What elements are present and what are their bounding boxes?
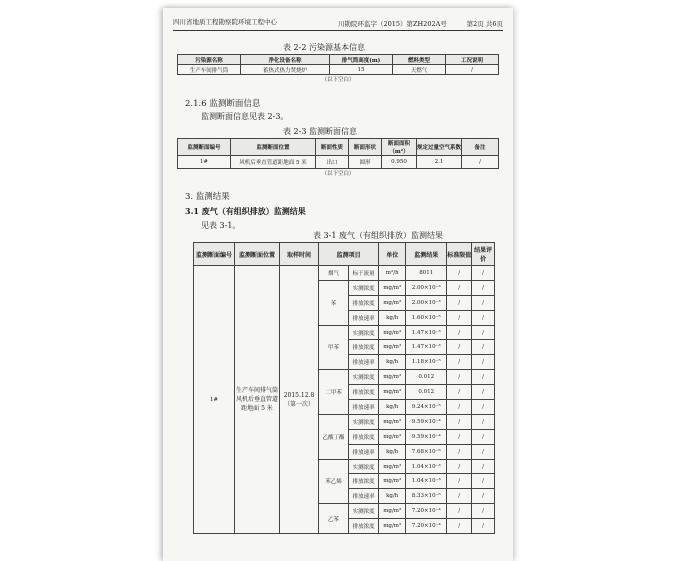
table22-header: 净化设备名称 [241, 55, 330, 65]
item-cell: 排放速率 [349, 489, 379, 504]
evaluation-cell: / [472, 400, 495, 415]
evaluation-cell: / [472, 489, 495, 504]
limit-cell: / [447, 295, 472, 310]
unit-cell: kg/h [379, 444, 406, 459]
pollutant-name: 苯乙烯 [319, 459, 349, 504]
result-cell: 2.00×10⁻³ [406, 295, 447, 310]
evaluation-cell: / [472, 414, 495, 429]
limit-cell: / [447, 400, 472, 415]
result-cell: 7.68×10⁻⁶ [406, 444, 447, 459]
table22-header: 排气筒高度(m) [330, 55, 393, 65]
result-cell: 1.04×10⁻³ [406, 459, 447, 474]
unit-cell: mg/m³ [379, 474, 406, 489]
evaluation-cell: / [472, 280, 495, 295]
limit-cell: / [447, 280, 472, 295]
table23-header: 断面性质 [316, 139, 349, 156]
location-cell: 生产车间排气筒 风机后垂直管道距地面 5 米 [235, 266, 280, 534]
pollutant-name: 二甲苯 [319, 370, 349, 415]
table23-header: 备注 [462, 139, 499, 156]
limit-cell: / [447, 370, 472, 385]
result-cell: 9.59×10⁻⁴ [406, 429, 447, 444]
table31-caption: 表 3-1 废气（有组织排放）监测结果 [313, 231, 443, 240]
limit-cell: / [447, 266, 472, 281]
item-cell: 排放浓度 [349, 385, 379, 400]
unit-cell: kg/h [379, 355, 406, 370]
table31-header: 监测断面位置 [235, 243, 280, 266]
unit-cell: mg/m³ [379, 340, 406, 355]
table22-note: （以下空白） [178, 75, 499, 84]
table31-header: 结果评价 [472, 243, 495, 266]
table23-header: 规定过量空气系数 [417, 139, 462, 156]
evaluation-cell: / [472, 504, 495, 519]
table22-caption: 表 2-2 污染源基本信息 [283, 43, 365, 52]
unit-cell: mg/m³ [379, 295, 406, 310]
table-row [178, 65, 499, 75]
section-216-text: 监测断面信息见表 2-3。 [201, 112, 289, 121]
table-row [178, 156, 499, 169]
evaluation-cell: / [472, 385, 495, 400]
table23-header: 监测断面编号 [178, 139, 231, 156]
table22-cell: 生产车间排气筒 [178, 65, 241, 75]
table23-caption: 表 2-3 监测断面信息 [283, 127, 357, 136]
table23-note: （以下空白） [178, 169, 499, 178]
unit-cell: mg/m³ [379, 385, 406, 400]
unit-cell: mg/m³ [379, 325, 406, 340]
table31-header: 监测结果 [406, 243, 447, 266]
table23-cell: 1# [178, 156, 231, 169]
result-cell: 2.00×10⁻³ [406, 280, 447, 295]
table31-header: 监测断面编号 [194, 243, 235, 266]
table23-cell: 0.950 [382, 156, 417, 169]
pollutant-name: 苯 [319, 280, 349, 325]
evaluation-cell: / [472, 340, 495, 355]
item-cell: 实测浓度 [349, 370, 379, 385]
limit-cell: / [447, 310, 472, 325]
evaluation-cell: / [472, 444, 495, 459]
result-cell: 1.60×10⁻⁵ [406, 310, 447, 325]
evaluation-cell: / [472, 519, 495, 534]
table23-header: 断面形状 [349, 139, 382, 156]
table23-cell: 出口 [316, 156, 349, 169]
limit-cell: / [447, 489, 472, 504]
item-cell: 实测浓度 [349, 325, 379, 340]
result-cell: 7.20×10⁻⁴ [406, 519, 447, 534]
table-row [194, 266, 495, 281]
limit-cell: / [447, 459, 472, 474]
result-cell: 0.012 [406, 385, 447, 400]
result-cell: 8011 [406, 266, 447, 281]
result-cell: 9.59×10⁻⁴ [406, 414, 447, 429]
table31-header: 监测项目 [319, 243, 379, 266]
evaluation-cell: / [472, 370, 495, 385]
evaluation-cell: / [472, 325, 495, 340]
section-31-text: 见表 3-1。 [201, 221, 241, 230]
evaluation-cell: / [472, 295, 495, 310]
item-cell: 排放速率 [349, 400, 379, 415]
unit-cell: mg/m³ [379, 280, 406, 295]
table22-header: 工况说明 [446, 55, 499, 65]
item-cell: 标干流量 [349, 266, 379, 281]
table31-header: 取样时间 [280, 243, 319, 266]
table23-cell: / [462, 156, 499, 169]
evaluation-cell: / [472, 310, 495, 325]
table22-cell: 天燃气 [393, 65, 446, 75]
unit-cell: mg/m³ [379, 429, 406, 444]
evaluation-cell: / [472, 266, 495, 281]
table22-cell: 蓄热式热力焚烧炉 [241, 65, 330, 75]
unit-cell: mg/m³ [379, 504, 406, 519]
table23-header: 断面面积（m²） [382, 139, 417, 156]
item-cell: 实测浓度 [349, 459, 379, 474]
limit-cell: / [447, 444, 472, 459]
table31 [193, 242, 495, 534]
item-cell: 排放浓度 [349, 295, 379, 310]
table31-header: 单位 [379, 243, 406, 266]
table22-cell: / [446, 65, 499, 75]
table23 [177, 138, 499, 177]
document-page [163, 8, 513, 561]
pollutant-name: 乙酸丁酯 [319, 414, 349, 459]
item-cell: 排放速率 [349, 310, 379, 325]
section-31-title: 3.1 废气（有组织排放）监测结果 [185, 206, 306, 216]
limit-cell: / [447, 355, 472, 370]
section-3-title: 3. 监测结果 [185, 192, 230, 202]
header-org: 四川省地质工程勘察院环境工程中心 [173, 18, 277, 26]
limit-cell: / [447, 414, 472, 429]
result-cell: 1.47×10⁻³ [406, 340, 447, 355]
limit-cell: / [447, 504, 472, 519]
item-cell: 排放速率 [349, 355, 379, 370]
unit-cell: m³/h [379, 266, 406, 281]
unit-cell: mg/m³ [379, 459, 406, 474]
table22-header: 污染源名称 [178, 55, 241, 65]
table22-cell: 15 [330, 65, 393, 75]
result-cell: 7.20×10⁻⁴ [406, 504, 447, 519]
item-cell: 排放速率 [349, 444, 379, 459]
sampling-time-cell: 2015.12.8（第一次） [280, 266, 319, 534]
item-cell: 排放浓度 [349, 429, 379, 444]
result-cell: 1.18×10⁻⁵ [406, 355, 447, 370]
unit-cell: kg/h [379, 489, 406, 504]
pollutant-name: 乙苯 [319, 504, 349, 534]
item-cell: 排放浓度 [349, 340, 379, 355]
limit-cell: / [447, 340, 472, 355]
table23-cell: 2.1 [417, 156, 462, 169]
limit-cell: / [447, 429, 472, 444]
item-cell: 排放浓度 [349, 519, 379, 534]
evaluation-cell: / [472, 429, 495, 444]
result-cell: 9.24×10⁻⁵ [406, 400, 447, 415]
table22-header: 燃料类型 [393, 55, 446, 65]
limit-cell: / [447, 474, 472, 489]
table23-cell: 风机后垂直管道距地面 5 米 [231, 156, 316, 169]
station-cell: 1# [194, 266, 235, 534]
item-cell: 实测浓度 [349, 280, 379, 295]
table23-header: 监测断面位置 [231, 139, 316, 156]
page-header [173, 14, 503, 31]
evaluation-cell: / [472, 459, 495, 474]
header-doc-no: 川勘院环监字（2015）第ZH202A号 [338, 20, 447, 28]
item-cell: 排放浓度 [349, 474, 379, 489]
section-216-title: 2.1.6 监测断面信息 [185, 99, 261, 109]
result-cell: 1.04×10⁻³ [406, 474, 447, 489]
pollutant-name: 甲苯 [319, 325, 349, 370]
limit-cell: / [447, 325, 472, 340]
unit-cell: kg/h [379, 310, 406, 325]
result-cell: 1.47×10⁻³ [406, 325, 447, 340]
unit-cell: mg/m³ [379, 519, 406, 534]
item-cell: 实测浓度 [349, 504, 379, 519]
table22 [177, 54, 499, 83]
table23-cell: 圆形 [349, 156, 382, 169]
limit-cell: / [447, 519, 472, 534]
item-cell: 实测浓度 [349, 414, 379, 429]
result-cell: 0.012 [406, 370, 447, 385]
unit-cell: mg/m³ [379, 414, 406, 429]
header-page: 第2页 共6页 [466, 20, 503, 28]
unit-cell: kg/h [379, 400, 406, 415]
table31-body [194, 266, 495, 534]
pollutant-name: 烟气 [319, 266, 349, 281]
evaluation-cell: / [472, 474, 495, 489]
unit-cell: mg/m³ [379, 370, 406, 385]
table31-header: 标准限值 [447, 243, 472, 266]
evaluation-cell: / [472, 355, 495, 370]
result-cell: 8.33×10⁻⁶ [406, 489, 447, 504]
limit-cell: / [447, 385, 472, 400]
